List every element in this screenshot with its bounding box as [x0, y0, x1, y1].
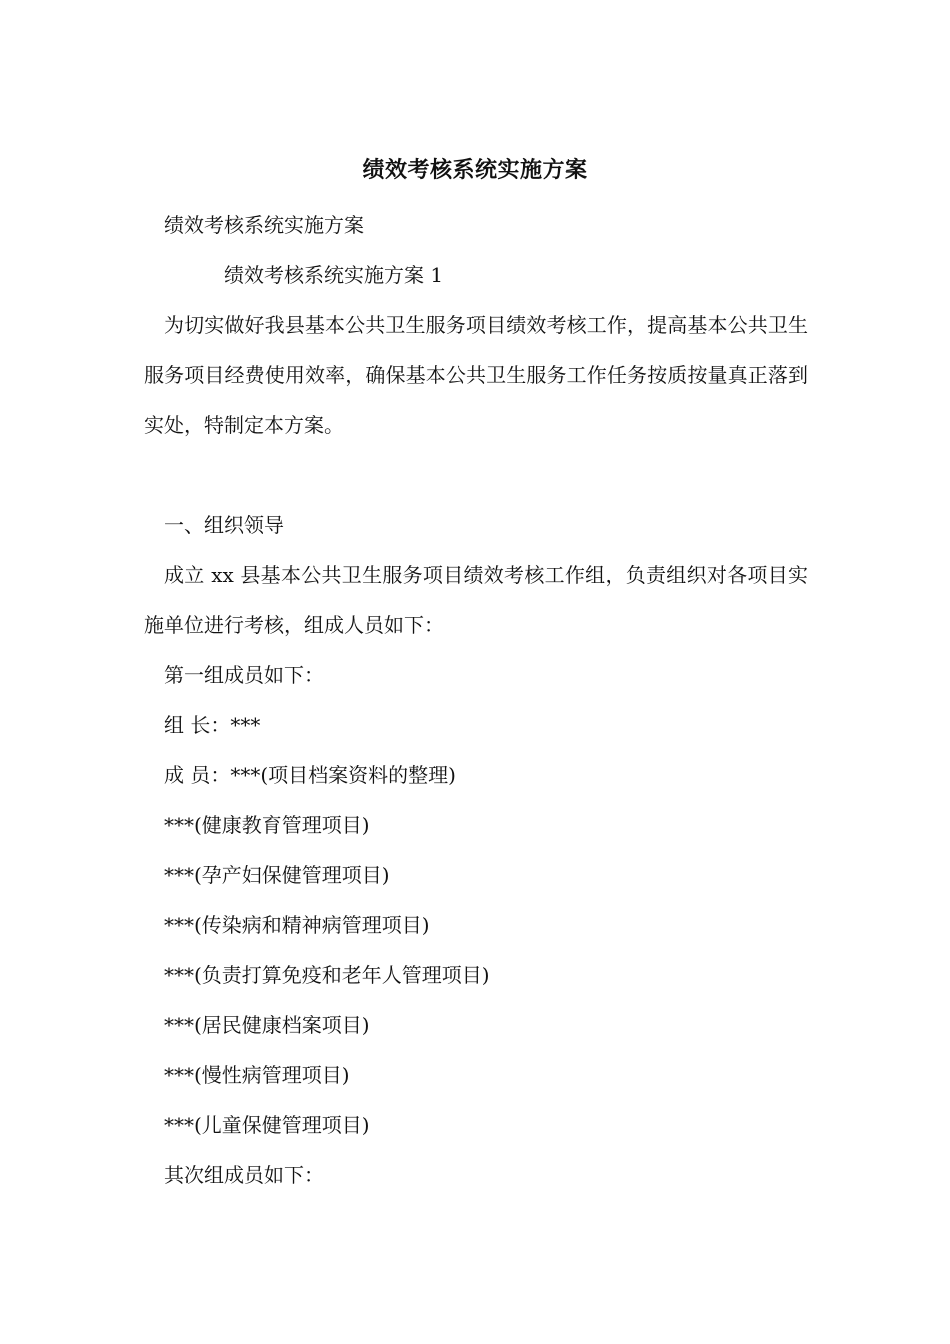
member-line: ***(居民健康档案项目)	[164, 1013, 370, 1037]
member-line: ***(健康教育管理项目)	[164, 813, 370, 837]
group2-label: 其次组成员如下：	[164, 1163, 324, 1187]
subtitle-line: 绩效考核系统实施方案	[164, 213, 364, 237]
member-line: ***(慢性病管理项目)	[164, 1063, 350, 1087]
member-line: ***(孕产妇保健管理项目)	[164, 863, 390, 887]
group1-label: 第一组成员如下：	[164, 663, 324, 687]
section-heading: 绩效考核系统实施方案 1	[224, 263, 444, 287]
member-line: ***(负责打算免疫和老年人管理项目)	[164, 963, 490, 987]
intro-paragraph: 为切实做好我县基本公共卫生服务项目绩效考核工作，提高基本公共卫生服务项目经费使用效率，确保基本公共卫生服务工作任务按质按量真正落到实处，特制定本方案。	[144, 313, 808, 437]
member-line: ***(传染病和精神病管理项目)	[164, 913, 430, 937]
paragraph-spacer	[144, 450, 808, 500]
member-line: ***(儿童保健管理项目)	[164, 1113, 370, 1137]
document-title: 绩效考核系统实施方案	[362, 157, 588, 183]
organization-paragraph: 成立 xx 县基本公共卫生服务项目绩效考核工作组，负责组织对各项目实施单位进行考核，组成人员如下：	[144, 563, 808, 637]
group-members-line: 成 员：***(项目档案资料的整理)	[164, 763, 456, 787]
group-leader-line: 组 长：***	[164, 713, 261, 737]
heading-organization: 一、组织领导	[164, 513, 284, 537]
document-body	[144, 200, 808, 1200]
